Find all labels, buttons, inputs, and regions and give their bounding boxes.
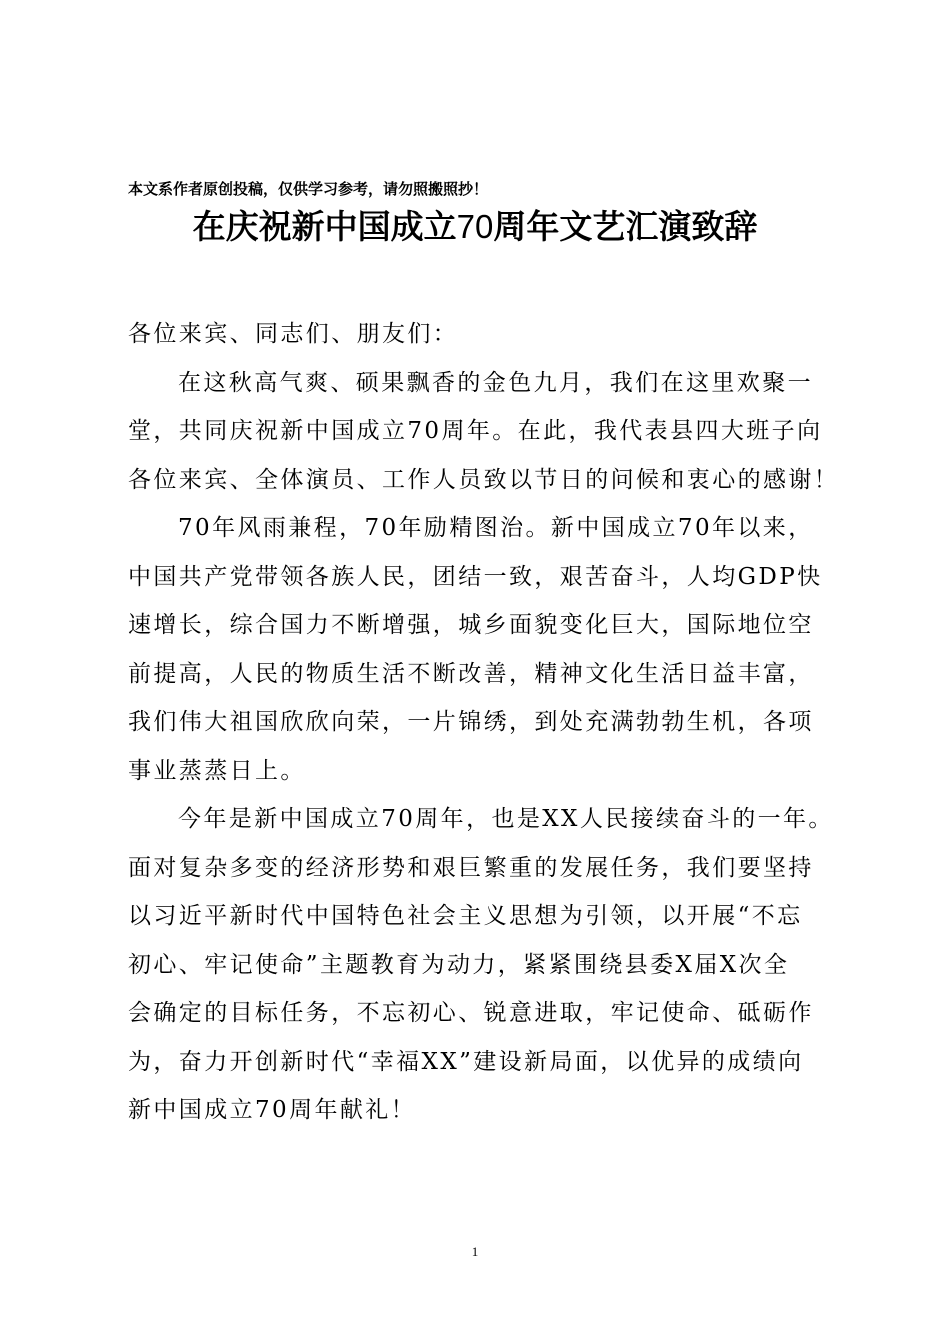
salutation <box>128 310 838 359</box>
paragraph-line: 初心、牢记使命”主题教育为动力，紧紧围绕县委X届X次全 <box>128 951 790 978</box>
paragraph-line: 70年风雨兼程，70年励精图治。新中国成立70年以来， <box>178 515 814 541</box>
paragraph-line: 新中国成立70周年献礼！ <box>128 1097 417 1123</box>
paragraph-2 <box>128 504 838 795</box>
paragraph-line: 今年是新中国成立70周年，也是XX人民接续奋斗的一年。 <box>178 806 834 832</box>
paragraph-line: 在这秋高气爽、硕果飘香的金色九月，我们在这里欢聚一 <box>178 369 813 396</box>
paragraph-line: 中国共产党带领各族人民，团结一致，艰苦奋斗，人均GDP快 <box>128 563 823 590</box>
paragraph-line: 速增长，综合国力不断增强，城乡面貌变化巨大，国际地位空 <box>128 612 814 638</box>
page-number: 1 <box>471 1244 479 1259</box>
paragraph-line: 以习近平新时代中国特色社会主义思想为引领，以开展“不忘 <box>128 903 803 929</box>
paragraph-line: 堂，共同庆祝新中国成立70周年。在此，我代表县四大班子向 <box>128 418 823 444</box>
title-part-2: 周年文艺汇演致辞 <box>493 207 758 246</box>
paragraph-line: 我们伟大祖国欣欣向荣，一片锦绣，到处充满勃勃生机，各项 <box>128 709 814 735</box>
title-part-1: 在庆祝新中国成立 <box>192 207 457 246</box>
paragraph-3 <box>128 795 838 1135</box>
salutation-line: 各位来宾、同志们、朋友们： <box>128 321 459 347</box>
paragraph-line: 事业蒸蒸日上。 <box>128 757 306 784</box>
document-body <box>128 310 838 1135</box>
paragraph-line: 各位来宾、全体演员、工作人员致以节日的问候和衷心的感谢！ <box>128 466 840 493</box>
paragraph-line: 面对复杂多变的经济形势和艰巨繁重的发展任务，我们要坚持 <box>128 854 814 881</box>
paragraph-1 <box>128 359 838 505</box>
title-number: 70 <box>456 208 494 245</box>
copyright-notice: 本文系作者原创投稿，仅供学习参考，请勿照搬照抄！ <box>128 180 489 198</box>
paragraph-line: 会确定的目标任务，不忘初心、锐意进取，牢记使命、砥砺作 <box>128 1000 814 1026</box>
document-title <box>0 203 950 251</box>
paragraph-line: 为，奋力开创新时代“幸福XX”建设新局面，以优异的成绩向 <box>128 1048 804 1075</box>
paragraph-line: 前提高，人民的物质生活不断改善，精神文化生活日益丰富， <box>128 660 814 687</box>
